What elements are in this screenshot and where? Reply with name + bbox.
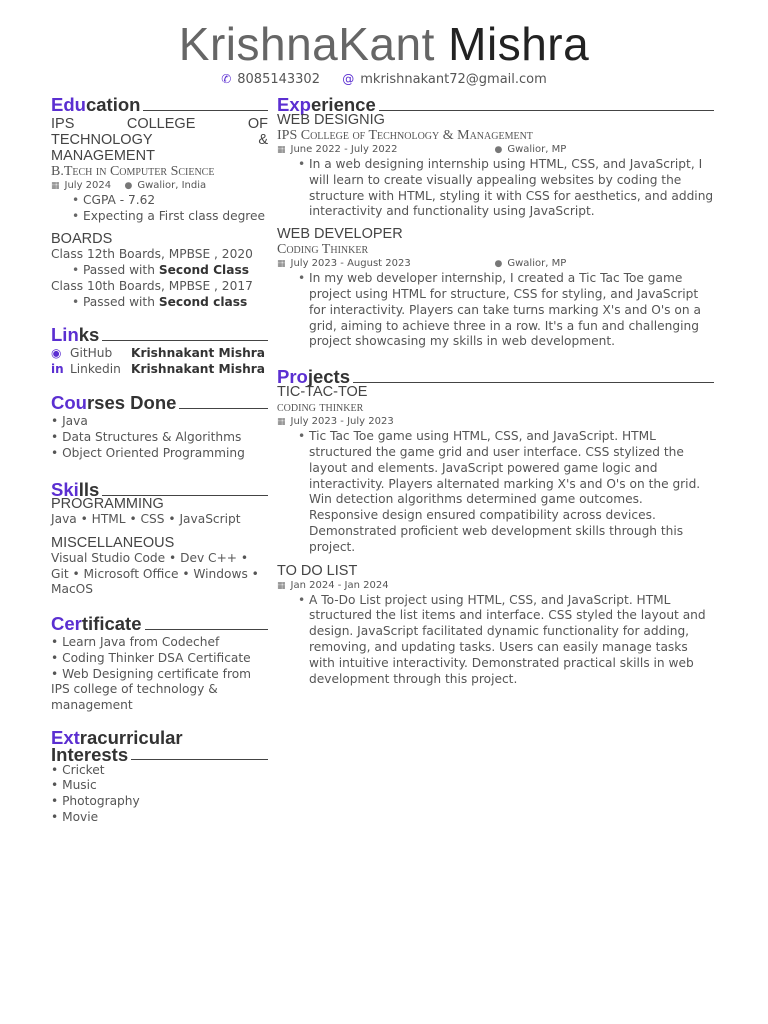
list-item: • Expecting a First class degree [83,209,268,225]
list-item: • Passed with Second class [83,295,268,311]
courses-heading: Cou rses Done [51,392,268,414]
misc-title: MISCELLANEOUS [51,535,175,552]
project-description [277,593,714,688]
education-institution: IPS COLLEGE OF TECHNOLOGY & MANAGEMENT [51,116,268,164]
job-meta [277,143,714,157]
boards-title: BOARDS [51,231,113,248]
list-item: • Music [51,778,97,793]
list-item: • Movie [51,809,99,824]
job-title: WEB DESIGNIG [277,112,385,128]
github-icon: ◉ [51,346,62,361]
email-icon: @ [342,72,355,86]
job-date: July 2023 - August 2023 [290,258,411,270]
project-meta [277,415,714,429]
list-item: • Web Designing certificate from IPS college of technology & management [51,666,252,712]
right-column [277,94,714,687]
contact-line [0,70,768,89]
linkedin-icon: in [51,361,64,376]
linkedin-link[interactable]: in Linkedin Krishnakant Mishra [51,361,266,376]
education-degree: B.Tech in Computer Science [51,164,215,179]
location-pin-icon: ● [124,181,133,191]
job-org: Coding Thinker [277,242,369,258]
list-item: • Cricket [51,762,105,777]
phone-number[interactable]: 8085143302 [237,72,320,87]
project-org: coding thinker [277,400,364,416]
location-pin-icon: ● [494,259,503,270]
first-name: KrishnaKant [178,18,435,70]
last-name: Mishra [448,18,590,70]
calendar-icon: ▦ [277,145,286,155]
certificate-heading: Cer tificate [51,613,268,635]
list-item: • Tic Tac Toe game using HTML, CSS, and JavaScript. HTML structured the game grid and user interface. CSS stylized the layout and elements. JavaScript powered game logic and interactivity. Players alternated marking X's and O's on the grid. Win detection algorithms determined game outcomes. Responsive design ensured compatibility across devices. Demonstrated proficient web development skills through this project. [309,429,714,555]
job-meta [277,257,714,271]
board-12-result [51,263,268,279]
candidate-name [0,16,768,72]
list-item: • Coding Thinker DSA Certificate [51,650,251,665]
project-title: TO DO LIST [277,562,358,579]
list-item: • In a web designing internship using HTML, CSS, and JavaScript, I will learn to create visually appealing websites by coding the structure with HTML, styling it with CSS for aesthetics, and adding interactivity and functionality using JavaScript. [309,157,714,220]
job-description [277,157,714,220]
calendar-icon: ▦ [277,580,286,591]
calendar-icon: ▦ [277,417,286,428]
list-item: • Photography [51,794,140,809]
education-meta [51,179,268,193]
list-item: • Learn Java from Codechef [51,635,220,650]
job-title: WEB DEVELOPER [277,226,403,243]
left-column [51,94,268,825]
education-location: Gwalior, India [137,180,207,191]
job-location: Gwalior, MP [507,258,567,270]
list-item: • In my web developer internship, I created a Tic Tac Toe game project using HTML for structure, CSS for styling, and JavaScript for interactivity. Players can take turns marking X's and O's on a grid, aiming to achieve three in a row. It's a fun and challenging project showcasing my skills in web development. [309,271,714,350]
projects-heading: Pro jects [277,366,714,388]
programming-title: PROGRAMMING [51,496,164,513]
location-pin-icon: ● [494,145,503,155]
project-date: Jan 2024 - Jan 2024 [290,579,389,591]
board-12: Class 12th Boards, MPBSE , 2020 [51,247,253,262]
calendar-icon: ▦ [51,181,60,191]
job-location: Gwalior, MP [507,144,567,155]
job-date: June 2022 - July 2022 [290,144,398,155]
board-10: Class 10th Boards, MPBSE , 2017 [51,278,253,293]
list-item: • Object Oriented Programming [51,445,245,460]
list-item: • Java [51,414,88,429]
links-heading: Lin ks [51,324,268,346]
email-address[interactable]: mkrishnakant72@gmail.com [360,72,547,87]
list-item: • Passed with Second Class [83,263,268,279]
project-title: TIC-TAC-TOE [277,384,368,401]
skills-heading: Ski lls [51,479,268,501]
programming-skills: Java • HTML • CSS • JavaScript [51,512,241,527]
calendar-icon: ▦ [277,259,286,270]
experience-heading: Exp erience [277,94,714,116]
phone-icon: ✆ [221,72,232,86]
project-meta [277,579,714,593]
list-item: • A To-Do List project using HTML, CSS, and JavaScript. HTML structured the list items and interface. CSS styled the layout and design. JavaScript facilitated dynamic functionality for adding, removing, and updating tasks. Users can easily manage tasks with intuitive interactivity. Demonstrated practical skills in web development through this project. [309,593,714,688]
project-description [277,429,714,555]
education-heading: Edu cation [51,94,268,116]
project-date: July 2023 - July 2023 [290,416,394,428]
job-description [277,271,714,350]
job-org: IPS College of Technology & Management [277,128,533,143]
github-link[interactable]: ◉ GitHub Krishnakant Mishra [51,346,266,361]
list-item: • CGPA - 7.62 [83,193,268,209]
education-points [51,193,268,224]
education-date: July 2024 [64,180,112,191]
misc-skills: Visual Studio Code • Dev C++ • Git • Microsoft Office • Windows • MacOS [51,551,259,597]
extracurricular-heading: Extracurricular Interests [51,729,268,763]
list-item: • Data Structures & Algorithms [51,429,242,444]
board-10-result [51,295,268,311]
